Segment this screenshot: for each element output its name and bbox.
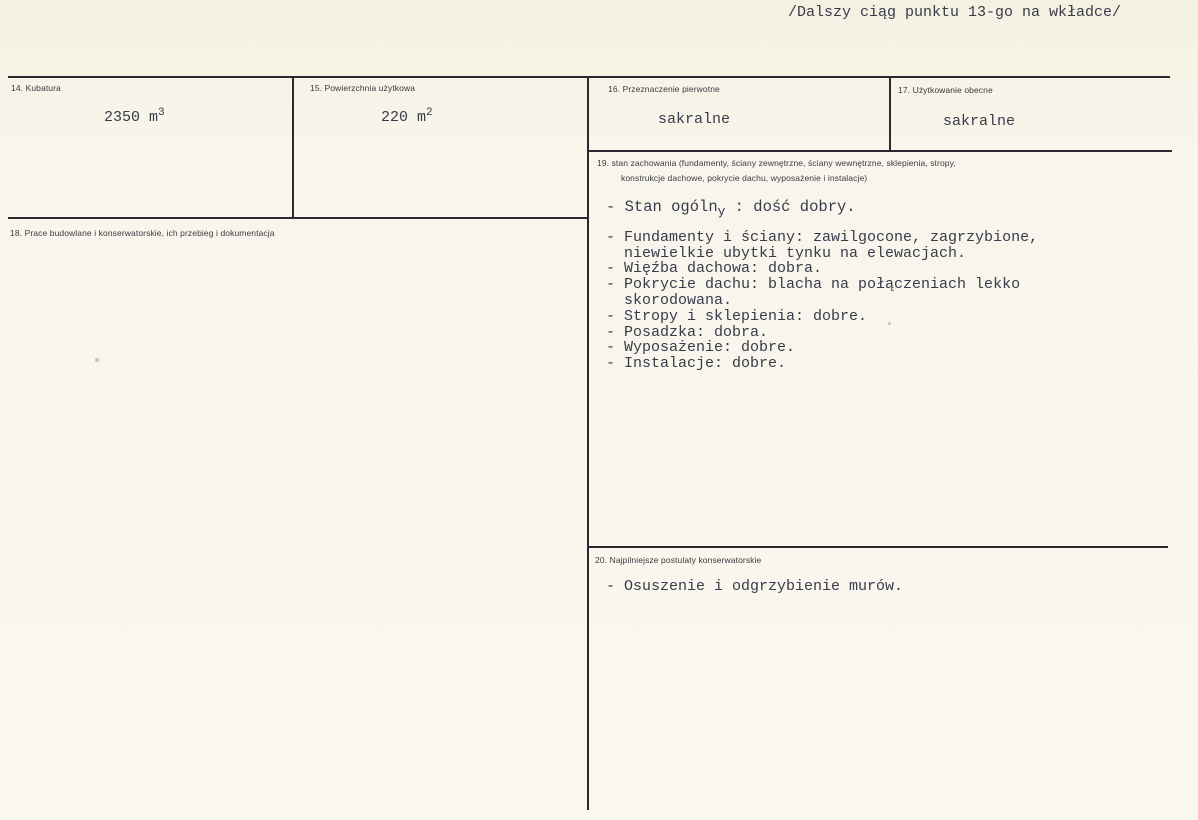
list-item: - Fundamenty i ściany: zawilgocone, zagrzybione, bbox=[606, 228, 1039, 246]
list-item: - Posadzka: dobra. bbox=[606, 323, 769, 341]
label-kubatura: 14. Kubatura bbox=[11, 83, 61, 93]
divider-left-right bbox=[587, 78, 589, 810]
stan-ogolny-prefix: - Stan ogóln bbox=[606, 198, 718, 216]
value-powierzchnia-text: 220 m bbox=[381, 109, 427, 126]
stan-ogolny-suffix: : dość dobry. bbox=[725, 198, 856, 216]
label-prace-budowlane: 18. Prace budowlane i konserwatorskie, ich przebieg i dokumentacja bbox=[10, 228, 275, 238]
list-item: niewielkie ubytki tynku na elewacjach. bbox=[606, 244, 967, 262]
label-postulaty: 20. Najpilniejsze postulaty konserwatorskie bbox=[595, 555, 762, 565]
label-powierzchnia: 15. Powierzchnia użytkowa bbox=[310, 83, 416, 93]
paper-speck bbox=[888, 322, 891, 325]
value-uzytkowanie: sakralne bbox=[943, 113, 1016, 130]
label-stan-zachowania-1: 19. stan zachowania (fundamenty, ściany zewnętrzne, ściany wewnętrzne, sklepienia, stropy, bbox=[597, 158, 956, 168]
label-przeznaczenie: 16. Przeznaczenie pierwotne bbox=[608, 84, 720, 94]
stan-zachowania-list bbox=[606, 200, 1038, 372]
value-powierzchnia bbox=[381, 107, 433, 126]
divider-16-17 bbox=[889, 78, 891, 150]
value-powierzchnia-exp: 2 bbox=[426, 107, 433, 119]
divider-14-15 bbox=[292, 78, 294, 218]
list-item: - Instalacje: dobre. bbox=[606, 355, 787, 373]
list-item: - Więźba dachowa: dobra. bbox=[606, 260, 823, 278]
rule-above-20 bbox=[589, 546, 1168, 548]
list-item: - Stropy i sklepienia: dobre. bbox=[606, 307, 868, 325]
value-kubatura-text: 2350 m bbox=[104, 109, 159, 126]
value-przeznaczenie: sakralne bbox=[658, 111, 731, 128]
list-item: skorodowana. bbox=[606, 292, 733, 310]
stan-ogolny-sub: y bbox=[717, 204, 726, 220]
top-rule bbox=[8, 76, 1170, 78]
list-item: - Wyposażenie: dobre. bbox=[606, 339, 796, 357]
label-stan-zachowania-2: konstrukcje dachowe, pokrycie dachu, wyposażenie i instalacje) bbox=[621, 173, 868, 183]
rule-under-14-15 bbox=[8, 217, 589, 219]
value-kubatura-exp: 3 bbox=[158, 107, 165, 119]
continuation-note: /Dalszy ciąg punktu 13-go na wkładce/ bbox=[788, 4, 1122, 21]
value-postulaty: - Osuszenie i odgrzybienie murów. bbox=[606, 578, 904, 595]
rule-under-16-17 bbox=[589, 150, 1172, 152]
list-item: - Pokrycie dachu: blacha na połączeniach lekko bbox=[606, 276, 1021, 294]
list-item-stan-ogolny bbox=[606, 200, 1038, 220]
paper-speck bbox=[95, 358, 99, 362]
value-kubatura bbox=[104, 107, 165, 126]
label-uzytkowanie: 17. Użytkowanie obecne bbox=[898, 85, 993, 95]
